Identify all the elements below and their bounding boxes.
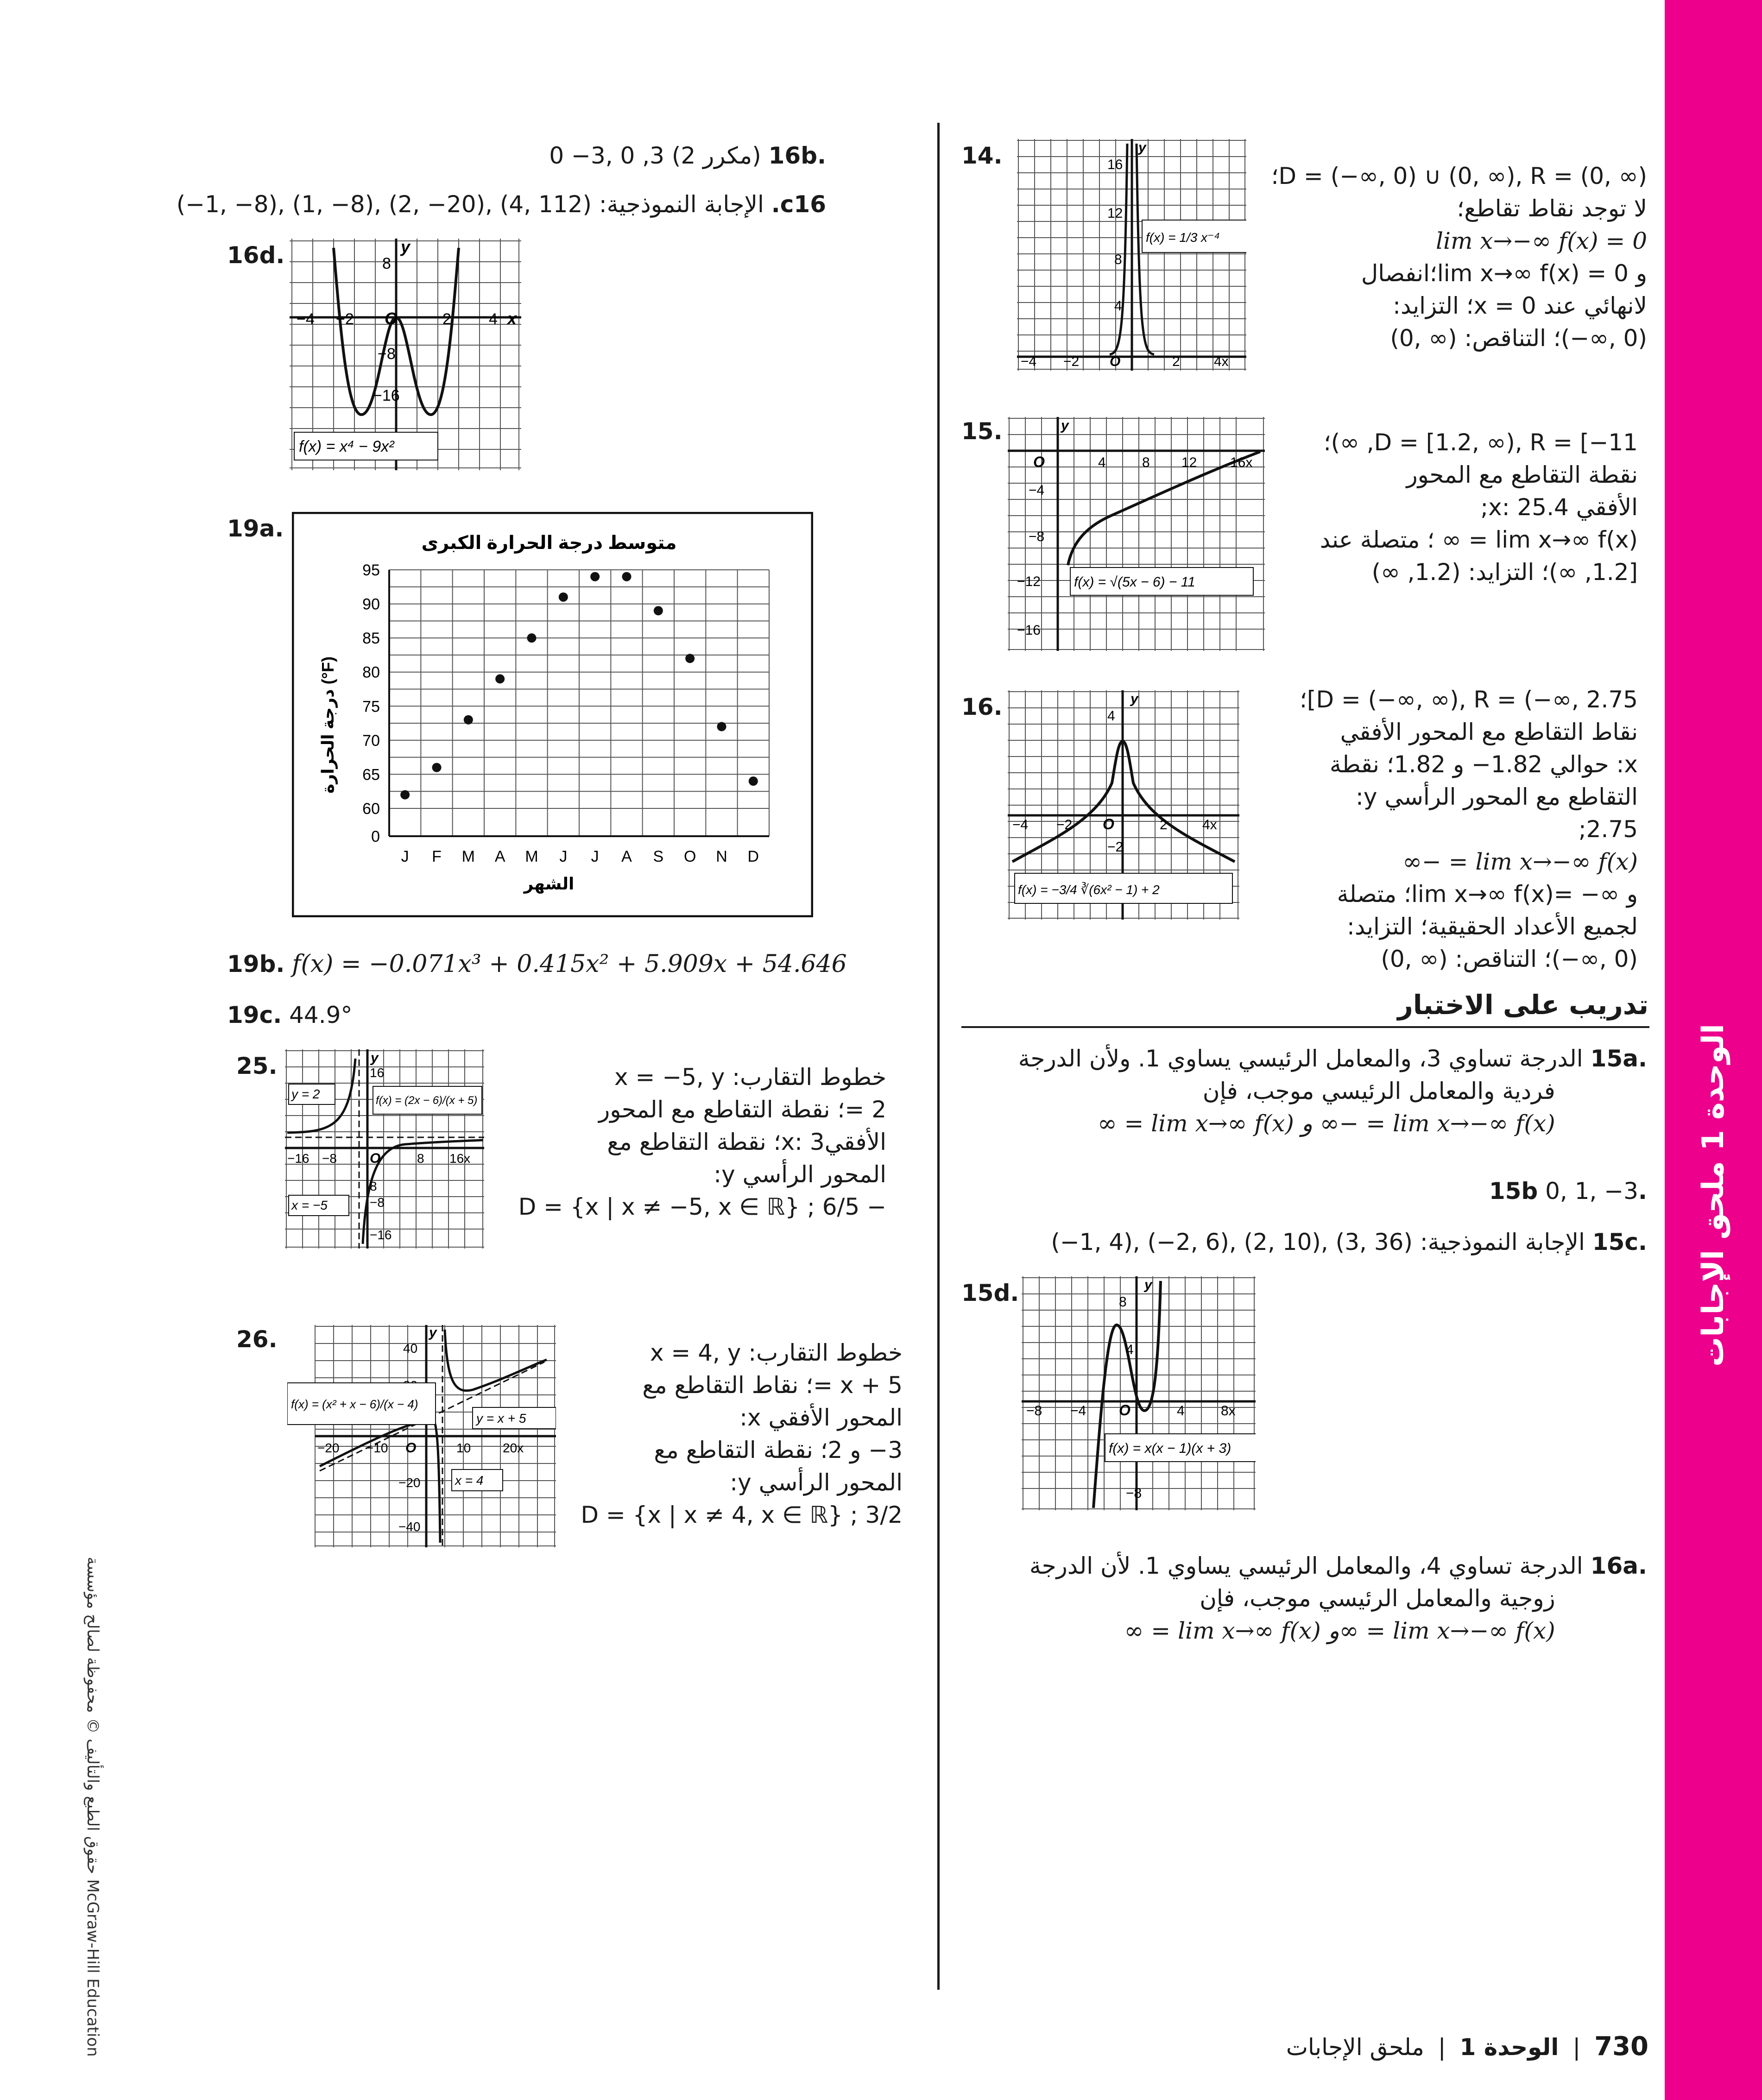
answer-15a: .15a الدرجة تساوي 3، والمعامل الرئيسي يساوي 1. ولأن الدرجة فردية والمعامل الرئيسي موجب، فإن lim x→−∞ f(x) = −∞ و lim x→∞ f(x) = ∞: [1018, 1045, 1647, 1137]
tick-x-20: 20x: [503, 1441, 524, 1455]
asymptote-oblique-label: y = x + 5: [476, 1411, 526, 1425]
data-point: [400, 790, 410, 800]
tick-x-neg8: −8: [322, 1151, 337, 1166]
tick-x-neg4: −4: [1070, 1403, 1086, 1419]
data-point: [432, 763, 442, 772]
label-26: 26.: [236, 1326, 278, 1353]
function-label: f(x) = −3/4 ∛(6x² − 1) + 2: [1018, 883, 1160, 897]
tick-x-neg8: −8: [1026, 1403, 1042, 1419]
answer-19b: 19b. f(x) = −0.071x³ + 0.415x² + 5.909x + 54.646: [227, 950, 847, 978]
tick-y-neg40: −40: [398, 1520, 421, 1534]
answer-16c: c16. الإجابة النموذجية: (112 ,4) ,(20− ,2) ,(8− ,1) ,(8− ,1−): [176, 191, 826, 218]
asymptote-v-label: x = −5: [291, 1198, 328, 1212]
tick-y-16: 16: [370, 1066, 385, 1080]
data-point: [527, 633, 537, 643]
tick-x-neg16: −16: [287, 1151, 309, 1166]
page-footer: 730 | الوحدة 1 | ملحق الإجابات: [1286, 2031, 1648, 2062]
scatter-chart-19a: [292, 512, 813, 917]
graph-25: [285, 1049, 484, 1249]
data-point: [654, 606, 663, 615]
footer-unit: الوحدة 1: [1459, 2034, 1559, 2061]
tick-origin: O: [1110, 354, 1121, 369]
footer-section: ملحق الإجابات: [1286, 2034, 1424, 2061]
graph-16: [1008, 690, 1239, 920]
tick-y-8: 8: [382, 255, 391, 272]
x-tick-label: O: [683, 848, 696, 865]
x-tick-label: J: [401, 848, 409, 865]
axis-y-label: y: [1138, 140, 1146, 155]
side-tab-title: الوحدة 1 ملحق الإجابات: [1696, 1023, 1730, 1367]
data-point: [590, 572, 600, 581]
tick-x-neg20: −20: [317, 1441, 340, 1455]
y-tick-label: 85: [362, 630, 380, 648]
y-tick-label: 65: [362, 766, 380, 784]
answer-16a: .16a الدرجة تساوي 4، والمعامل الرئيسي يساوي 1. لأن الدرجة زوجية والمعامل الرئيسي موجب، فإن lim x→−∞ f(x) = ∞و lim x→∞ f(x) = ∞: [1029, 1552, 1647, 1644]
tick-x-8: 8: [417, 1151, 424, 1166]
tick-x-4: 4: [489, 310, 498, 328]
tick-y-neg4: −4: [1029, 483, 1045, 498]
function-label: f(x) = x⁴ − 9x²: [299, 438, 394, 455]
tick-y-neg16: −16: [1017, 623, 1041, 638]
tick-y-neg8: −8: [370, 1195, 385, 1210]
data-point: [685, 654, 695, 663]
tick-x-neg4: −4: [1012, 817, 1029, 832]
column-divider: [937, 123, 940, 1990]
answer-15b: .15b 0, 1, −3: [1489, 1178, 1647, 1205]
x-tick-label: N: [716, 848, 727, 865]
y-tick-label: 90: [362, 595, 380, 613]
x-tick-label: J: [591, 848, 599, 865]
y-tick-label: 60: [362, 800, 380, 818]
tick-y-neg12: −12: [1017, 574, 1041, 589]
page-number: 730: [1594, 2031, 1648, 2062]
graph-15d: [1022, 1276, 1256, 1510]
tick-x-16: 16x: [1230, 455, 1253, 470]
function-label: f(x) = x(x − 1)(x + 3): [1109, 1441, 1232, 1456]
function-label: f(x) = (x² + x − 6)/(x − 4): [291, 1397, 418, 1411]
data-point: [559, 593, 568, 602]
tick-x-2: 2: [1172, 354, 1180, 369]
x-tick-label: J: [559, 848, 568, 865]
answer-26-text: خطوط التقارب: x = 4, y x + 5 =؛ نقاط التقاطع مع المحور الأفقي x: 3− و 2؛ نقطة التقاطع مع المحور الرأسي y: 3/2 ; D = {x | x ≠ 4, x ∈ ℝ}: [581, 1339, 903, 1528]
answer-15c: .15c الإجابة النموذجية: (36 ,3) ,(10 ,2) ,(6 ,2−) ,(4 ,1−): [1051, 1229, 1647, 1255]
graph-16d: [290, 239, 521, 470]
answer-16b: .16b (مكرر 2) 3, 0 ,3− 0: [549, 142, 826, 169]
x-tick-label: F: [432, 848, 442, 865]
tick-x-8: 8x: [1221, 1403, 1236, 1419]
graph-26: [287, 1325, 556, 1547]
label-16d: 16d.: [227, 242, 285, 269]
tick-x-neg2: −2: [336, 310, 354, 328]
chart-y-label: درجة الحرارة (°F): [318, 656, 337, 794]
axis-x-label: x: [507, 309, 517, 328]
tick-x-4: 4: [1177, 1403, 1185, 1419]
answer-16-text: D = (−∞, ∞), R = (−∞, 2.75]؛ نقاط التقاطع مع المحور الأفقي x: حوالي 1.82− و 1.82؛ نقطة التقاطع مع المحور الرأسي y: 2.75; lim x→−∞ f(x) = −∞ و ∞− =lim x→∞ f(x)؛ متصلة لجميع الأعداد الحقيقية؛ التزايد: (0 ,∞−)؛ التناقص: (∞ ,0): [1300, 686, 1638, 972]
chart-title: متوسط درجة الحرارة الكبرى: [421, 533, 677, 553]
axis-y-label: y: [429, 1325, 437, 1340]
label-15d: 15d.: [961, 1280, 1019, 1306]
tick-x-4: 4x: [1202, 817, 1217, 832]
copyright-notice: McGraw-Hill Education حقوق الطبع والتأليف © محفوظة لصالح مؤسسة: [83, 1557, 102, 2057]
tick-x-2: 2: [442, 310, 451, 328]
label-16: 16.: [961, 694, 1003, 720]
tick-x-10: 10: [456, 1441, 471, 1455]
axis-y-label: y: [1130, 691, 1138, 706]
tick-y-8: 8: [1119, 1294, 1127, 1310]
tick-y-4: 4: [1107, 708, 1115, 724]
label-15: 15.: [961, 418, 1003, 445]
tick-origin: O: [370, 1151, 381, 1166]
tick-y-4: 4: [1114, 298, 1122, 314]
function-label: f(x) = √(5x − 6) − 11: [1074, 574, 1195, 590]
tick-y-8: 8: [370, 1179, 377, 1193]
tick-x-4: 4: [1098, 455, 1106, 470]
tick-origin: O: [1033, 454, 1045, 470]
tick-y-40: 40: [403, 1341, 418, 1356]
tick-y-8: 8: [1114, 252, 1122, 267]
tick-y-4: 4: [1126, 1342, 1134, 1357]
data-point: [749, 776, 758, 786]
tick-x-8: 8: [1142, 455, 1150, 470]
section-heading: تدريب على الاختبار: [1397, 989, 1648, 1021]
asymptote-h-label: y = 2: [291, 1087, 320, 1101]
tick-y-neg8: −8: [1126, 1486, 1142, 1501]
data-point: [495, 674, 505, 683]
tick-y-neg16: −16: [370, 1228, 392, 1242]
tick-x-neg2: −2: [1063, 354, 1080, 369]
label-19a: 19a.: [227, 515, 284, 542]
x-tick-label: M: [525, 848, 538, 865]
tick-x-neg10: −10: [366, 1441, 388, 1455]
tick-y-12: 12: [1107, 206, 1123, 221]
tick-x-16: 16x: [449, 1151, 471, 1166]
tick-origin: O: [405, 1440, 417, 1456]
x-tick-label: A: [494, 848, 505, 865]
tick-origin: O: [1103, 816, 1114, 832]
y-tick-label: 70: [362, 732, 380, 750]
y-tick-label: 80: [362, 663, 380, 681]
axis-y-label: y: [1144, 1277, 1152, 1293]
y-tick-label: 95: [362, 561, 380, 579]
data-point: [464, 715, 473, 725]
graph-14: [1017, 139, 1246, 371]
x-tick-label: M: [461, 848, 475, 865]
answer-19c: 19c. 44.9°: [227, 1002, 353, 1028]
section-divider: [961, 1026, 1649, 1028]
x-tick-label: S: [653, 848, 664, 865]
label-14: 14.: [961, 142, 1003, 169]
answer-14-text: D = (−∞, 0) ∪ (0, ∞), R = (0, ∞)؛ لا توجد نقاط تقاطع؛ lim x→−∞ f(x) = 0 و 0 = lim x→∞ f(x)؛انفصال لانهائي عند 0 = x؛ التزايد: (0 ,∞−)؛ التناقص: (∞ ,0): [1271, 163, 1647, 352]
label-25: 25.: [236, 1053, 278, 1079]
y-tick-label: 75: [362, 698, 380, 716]
asymptote-v-label: x = 4: [455, 1473, 484, 1488]
x-tick-label: A: [621, 848, 632, 865]
tick-origin: O: [1119, 1402, 1130, 1419]
function-label: f(x) = 1/3 x⁻⁴: [1146, 230, 1220, 245]
chart-x-label: الشهر: [524, 874, 575, 893]
tick-y-neg8: −8: [378, 345, 396, 363]
axis-y-label: y: [1061, 418, 1069, 433]
y-tick-label: 0: [371, 828, 380, 845]
answer-15-text: D = [1.2, ∞), R = [−11, ∞)؛ نقطة التقاطع مع المحور الأفقي x: 25.4; lim x→∞ f(x) = ∞ ؛ متصلة عند [1.2, ∞)؛ التزايد: (1.2, ∞): [1320, 429, 1638, 586]
tick-x-neg4: −4: [297, 310, 315, 328]
tick-y-neg20: −20: [398, 1476, 421, 1490]
axis-y-label: y: [371, 1050, 379, 1066]
tick-x-neg4: −4: [1021, 354, 1037, 369]
graph-15: [1008, 417, 1265, 651]
tick-x-4: 4x: [1214, 354, 1229, 369]
data-point: [622, 572, 632, 581]
function-label: f(x) = (2x − 6)/(x + 5): [376, 1094, 478, 1107]
tick-origin: O: [385, 309, 398, 328]
answer-25-text: خطوط التقارب: x = −5, y 2 =؛ نقطة التقاطع مع المحور الأفقيx: 3؛ نقطة التقاطع مع المحور الرأسي y: − 6/5 ; D = {x | x ≠ −5, x ∈ ℝ}: [518, 1064, 886, 1220]
data-point: [717, 722, 726, 731]
tick-x-12: 12: [1181, 455, 1197, 470]
tick-y-16: 16: [1107, 157, 1123, 172]
tick-y-neg16: −16: [373, 387, 400, 404]
tick-x-2: 2: [1160, 817, 1168, 832]
tick-y-neg8: −8: [1029, 529, 1045, 544]
axis-y-label: y: [401, 239, 411, 256]
tick-y-neg2: −2: [1107, 839, 1124, 855]
x-tick-label: D: [747, 848, 759, 865]
tick-x-neg2: −2: [1056, 817, 1073, 832]
